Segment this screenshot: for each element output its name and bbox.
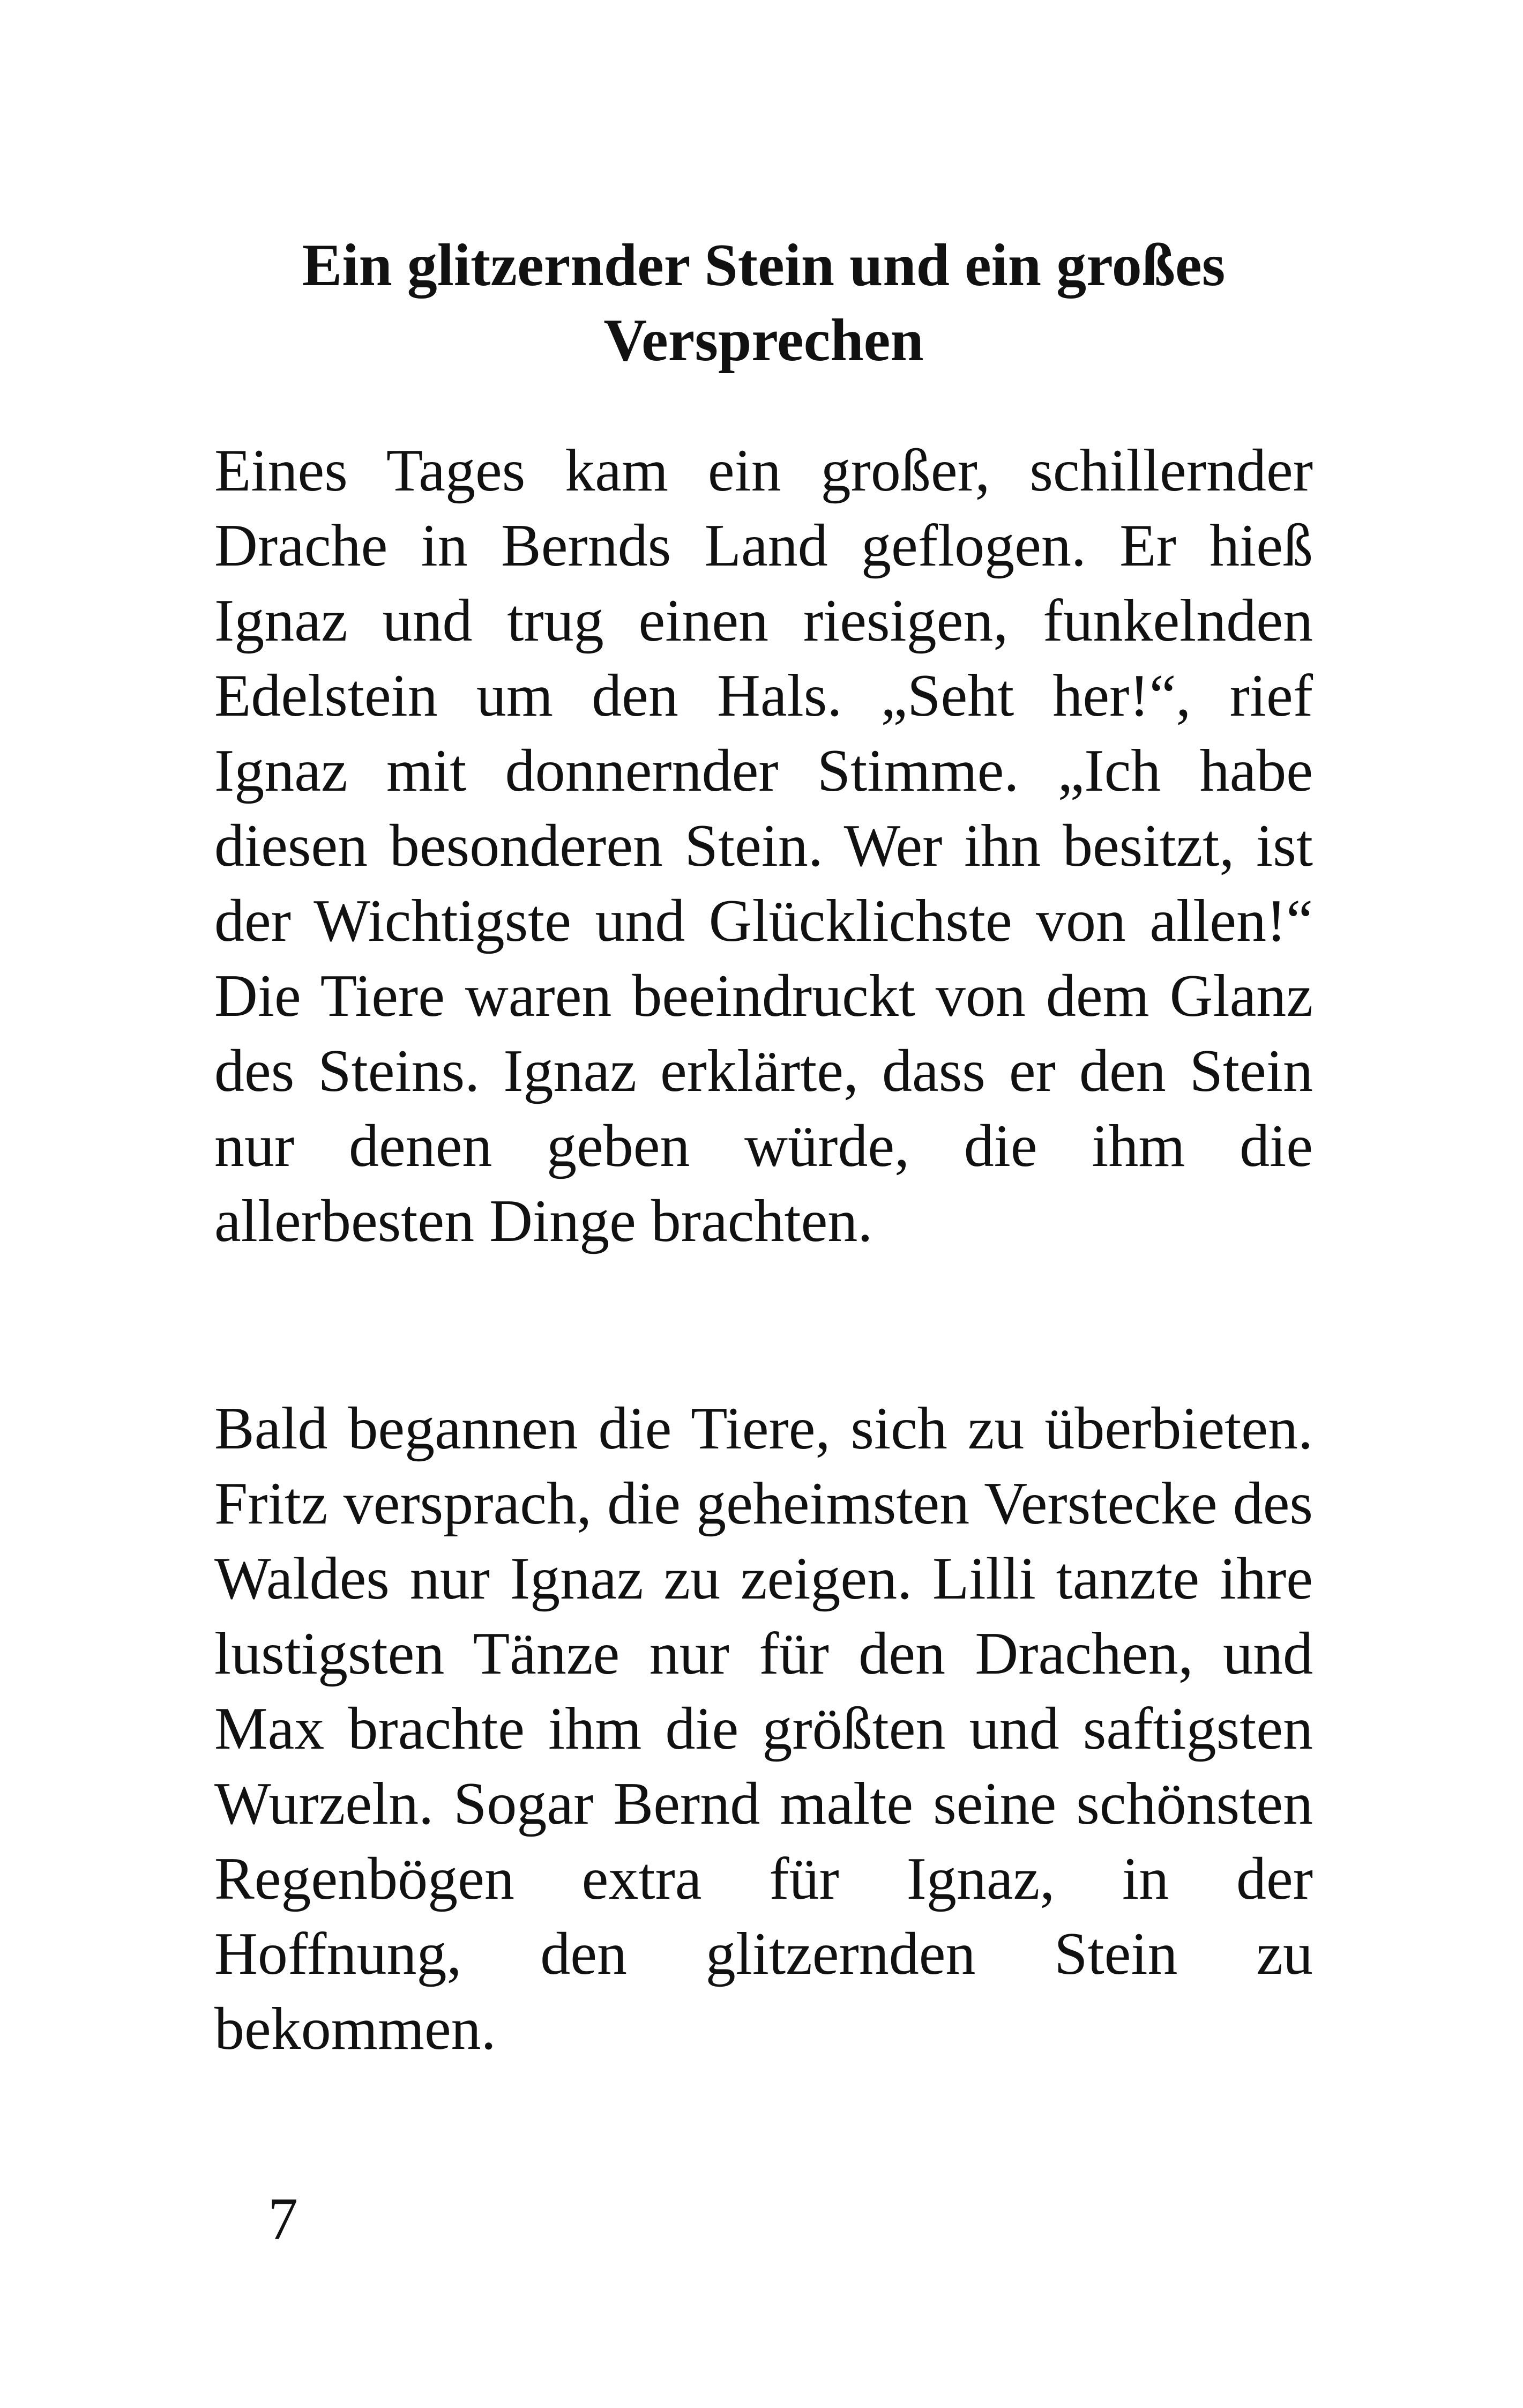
chapter-title: Ein glitzernder Stein und ein großes Versprechen [302, 232, 1226, 374]
page-number: 7 [268, 2186, 298, 2253]
paragraph-1: Eines Tages kam ein großer, schillernder Drache in Bernds Land geflogen. Er hieß Ignaz und trug einen riesigen, funkelnden Edelstein um den Hals. „Seht her!“, rief Ignaz mit donnernder Stimme. „Ich habe diesen besonderen Stein. Wer ihn besitzt, ist der Wichtigste und Glücklichste von allen!“ Die Tiere waren beeindruckt von dem Glanz des Steins. Ignaz erklärte, dass er den Stein nur denen geben würde, die ihm die allerbesten Dinge brachten. [214, 437, 1313, 1254]
paragraph-2: Bald begannen die Tiere, sich zu überbieten. Fritz versprach, die geheimsten Verstecke des Waldes nur Ignaz zu zeigen. Lilli tanzte ihre lustigsten Tänze nur für den Drachen, und Max brachte ihm die größten und saftigsten Wurzeln. Sogar Bernd malte seine schönsten Regenbögen extra für Ignaz, in der Hoffnung, den glitzernden Stein zu bekommen. [214, 1395, 1313, 2062]
